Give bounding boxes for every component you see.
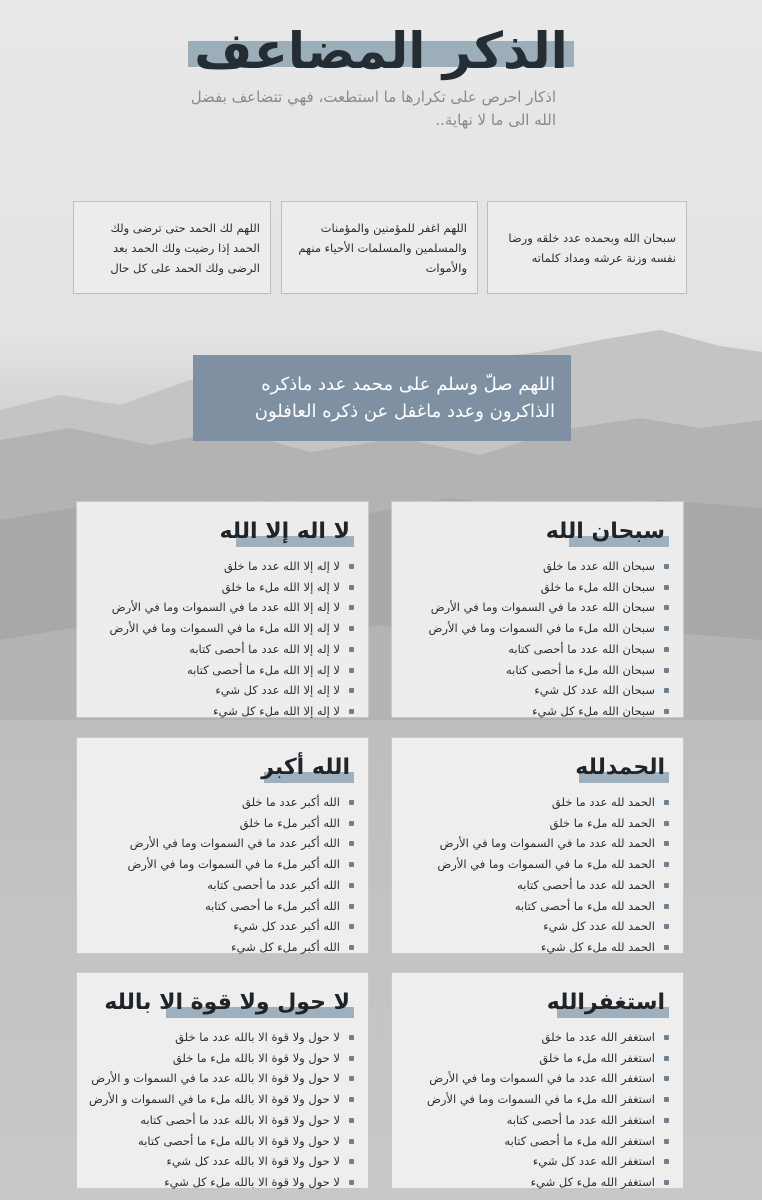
list-item: لا إله إلا الله عدد كل شيء xyxy=(87,680,354,701)
top-dhikr-text: اللهم اغفر للمؤمنين والمؤمنات والمسلمين والمسلمات الأحياء منهم والأموات xyxy=(298,220,467,275)
list-item: الله أكبر عدد كل شيء xyxy=(87,916,354,937)
dhikr-list xyxy=(87,556,354,722)
dhikr-list xyxy=(402,792,669,958)
list-item: استغفر الله عدد ما خلق xyxy=(402,1027,669,1048)
card-title: استغفرالله xyxy=(546,990,665,1015)
list-item: لا حول ولا قوة الا بالله عدد ما في السموات و الأرض xyxy=(87,1068,354,1089)
list-item: الله أكبر ملء ما أحصى كتابه xyxy=(87,896,354,917)
list-item: الحمد لله عدد كل شيء xyxy=(402,916,669,937)
list-item: استغفر الله ملء ما في السموات وما في الأرض xyxy=(402,1089,669,1110)
top-dhikr-box-3 xyxy=(73,201,271,294)
list-item: لا إله إلا الله عدد ما أحصى كتابه xyxy=(87,639,354,660)
list-item: لا إله إلا الله عدد ما في السموات وما في الأرض xyxy=(87,597,354,618)
list-item: الله أكبر عدد ما خلق xyxy=(87,792,354,813)
list-item: استغفر الله عدد كل شيء xyxy=(402,1151,669,1172)
card-title: سبحان الله xyxy=(545,519,665,544)
list-item: سبحان الله عدد ما أحصى كتابه xyxy=(402,639,669,660)
list-item: لا حول ولا قوة الا بالله عدد كل شيء xyxy=(87,1151,354,1172)
list-item: لا إله إلا الله ملء ما أحصى كتابه xyxy=(87,660,354,681)
list-item: الله أكبر عدد ما أحصى كتابه xyxy=(87,875,354,896)
list-item: سبحان الله ملء ما في السموات وما في الأرض xyxy=(402,618,669,639)
page-header xyxy=(0,18,762,88)
list-item: سبحان الله عدد ما في السموات وما في الأرض xyxy=(402,597,669,618)
salawat-banner xyxy=(193,355,571,441)
list-item: لا حول ولا قوة الا بالله ملء ما أحصى كتابه xyxy=(87,1131,354,1152)
card-takbir xyxy=(76,737,369,954)
list-item: الحمد لله عدد ما في السموات وما في الأرض xyxy=(402,833,669,854)
card-hawqala xyxy=(76,972,369,1189)
list-item: الله أكبر ملء كل شيء xyxy=(87,937,354,958)
list-item: الحمد لله ملء ما في السموات وما في الأرض xyxy=(402,854,669,875)
list-item: استغفر الله ملء ما أحصى كتابه xyxy=(402,1131,669,1152)
list-item: لا حول ولا قوة الا بالله ملء ما في السموات و الأرض xyxy=(87,1089,354,1110)
card-title: الله أكبر xyxy=(261,755,350,780)
list-item: سبحان الله عدد ما خلق xyxy=(402,556,669,577)
list-item: الحمد لله ملء ما أحصى كتابه xyxy=(402,896,669,917)
dhikr-list xyxy=(87,792,354,958)
list-item: لا حول ولا قوة الا بالله ملء ما خلق xyxy=(87,1048,354,1069)
list-item: سبحان الله ملء ما خلق xyxy=(402,577,669,598)
top-dhikr-box-2 xyxy=(281,201,478,294)
page-title: الذكر المضاعف xyxy=(194,22,568,80)
list-item: لا حول ولا قوة الا بالله عدد ما خلق xyxy=(87,1027,354,1048)
list-item: لا إله إلا الله ملء كل شيء xyxy=(87,701,354,722)
list-item: سبحان الله ملء ما أحصى كتابه xyxy=(402,660,669,681)
top-dhikr-text: اللهم لك الحمد حتى ترضى ولك الحمد إذا رضيت ولك الحمد بعد الرضى ولك الحمد على كل حال xyxy=(110,220,260,275)
list-item: لا إله إلا الله ملء ما في السموات وما في الأرض xyxy=(87,618,354,639)
list-item: الله أكبر ملء ما في السموات وما في الأرض xyxy=(87,854,354,875)
list-item: الحمد لله عدد ما خلق xyxy=(402,792,669,813)
list-item: الحمد لله ملء كل شيء xyxy=(402,937,669,958)
dhikr-list xyxy=(87,1027,354,1193)
top-dhikr-box-1 xyxy=(487,201,687,294)
list-item: استغفر الله عدد ما في السموات وما في الأرض xyxy=(402,1068,669,1089)
dhikr-list xyxy=(402,556,669,722)
list-item: الحمد لله عدد ما أحصى كتابه xyxy=(402,875,669,896)
list-item: الله أكبر عدد ما في السموات وما في الأرض xyxy=(87,833,354,854)
list-item: لا حول ولا قوة الا بالله عدد ما أحصى كتابه xyxy=(87,1110,354,1131)
list-item: لا حول ولا قوة الا بالله ملء كل شيء xyxy=(87,1172,354,1193)
top-dhikr-text: سبحان الله وبحمده عدد خلقه ورضا نفسه وزنة عرشه ومداد كلماته xyxy=(508,230,676,265)
list-item: سبحان الله ملء كل شيء xyxy=(402,701,669,722)
card-title: الحمدلله xyxy=(575,755,665,780)
list-item: لا إله إلا الله ملء ما خلق xyxy=(87,577,354,598)
list-item: استغفر الله عدد ما أحصى كتابه xyxy=(402,1110,669,1131)
list-item: استغفر الله ملء ما خلق xyxy=(402,1048,669,1069)
salawat-text: اللهم صلّ وسلم على محمد عدد ماذكره الذاكرون وعدد ماغفل عن ذكره العافلون xyxy=(254,374,555,422)
list-item: سبحان الله عدد كل شيء xyxy=(402,680,669,701)
card-istighfar xyxy=(391,972,684,1189)
card-subhanallah xyxy=(391,501,684,718)
list-item: الحمد لله ملء ما خلق xyxy=(402,813,669,834)
dhikr-list xyxy=(402,1027,669,1193)
card-title: لا حول ولا قوة الا بالله xyxy=(104,990,350,1015)
list-item: الله أكبر ملء ما خلق xyxy=(87,813,354,834)
card-hamd xyxy=(391,737,684,954)
list-item: لا إله إلا الله عدد ما خلق xyxy=(87,556,354,577)
card-tahlil xyxy=(76,501,369,718)
page-subtitle: اذكار احرص على تكرارها ما استطعت، فهي تتضاعف بفضل الله الى ما لا نهاية.. xyxy=(190,88,556,129)
card-title: لا اله إلا الله xyxy=(219,519,350,544)
list-item: استغفر الله ملء كل شيء xyxy=(402,1172,669,1193)
